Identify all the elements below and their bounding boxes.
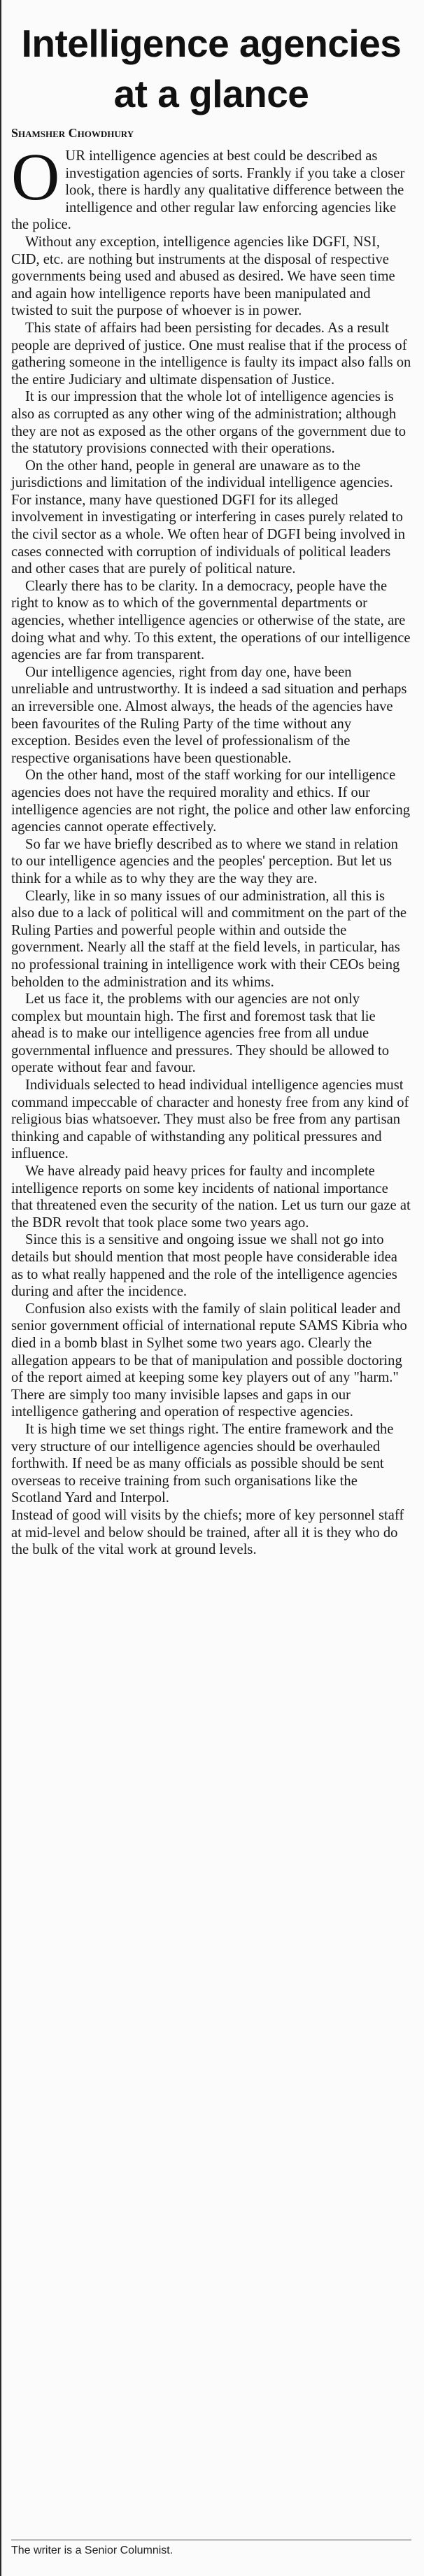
byline: Shamsher Chowdhury [11,126,134,140]
paragraph-6: Clearly there has to be clarity. In a democracy, people have the right to know as to which of the governmental departments or agencies, whether intelligence agencies or otherwise of the state, are doing what and why. To this extent, the operations of our intelligence agencies are far from transparent. [11,578,411,663]
paragraph-10: Clearly, like in so many issues of our administration, all this is also due to a lack of political will and commitment on the part of the Ruling Parties and powerful people within and outside the government. Nearly all the staff at the field levels, in particular, has no professional training in intelligence work with their CEOs being beholden to the administration and its whims. [11,888,407,990]
paragraph-9: So far we have briefly described as to where we stand in relation to our intelligence agencies and the peoples' perception. But let us think for a while as to why they are the way they are. [11,836,398,886]
paragraph-17: Instead of good will visits by the chiefs; more of key personnel staff at mid-level and below should be trained, after all it is they who do the bulk of the vital work at ground levels. [11,1507,404,1558]
paragraph-14: Since this is a sensitive and ongoing issue we shall not go into details but should mention that most people have considerable idea as to what really happened and the role of the intelligence agencies during and after the incidence. [11,1232,397,1300]
drop-cap: O [11,139,60,214]
paragraph-2: Without any exception, intelligence agencies like DGFI, NSI, CID, etc. are nothing but instruments at the disposal of respective governments being used and abused as desired. We have seen time and again how intelligence reports have been manipulated and twisted to suit the purpose of whoever is in power. [11,234,395,319]
paragraph-3: This state of affairs had been persisting for decades. As a result people are deprived of justice. One must realise that if the process of gathering someone in the intelligence is faulty its impact also falls on the entire Judiciary and ultimate dispensation of Justice. [11,320,411,388]
paragraph-5: On the other hand, people in general are unaware as to the jurisdictions and limitation of the individual intelligence agencies. For instance, many have questioned DGFI for its alleged involvement in investigating or interfering in cases purely related to the civil sector as a whole. We often hear of DGFI being involved in cases connected with corruption of individuals of political leaders and other cases that are purely of political nature. [11,458,405,577]
paragraph-7: Our intelligence agencies, right from day one, have been unreliable and untrustworthy. It is indeed a sad situation and perhaps an irreversible one. Almost always, the heads of the agencies have been favourites of the Ruling Party of the time without any exception. Besides even the level of professionalism of the respective organisations have been questionable. [11,664,407,766]
headline: Intelligence agencies at a glance [21,22,402,115]
paragraph-1 [11,139,411,234]
paragraph-11: Let us face it, the problems with our agencies are not only complex but mountain high. The first and foremost task that lie ahead is to make our intelligence agencies free from all undue governmental influence and pressures. They should be allowed to operate without fear and favour. [11,991,390,1076]
paragraph-15: Confusion also exists with the family of slain political leader and senior government official of international repute SAMS Kibria who died in a bomb blast in Sylhet some two years ago. Clearly the allegation appears to be that of manipulation and possible doctoring of the report aimed at keeping some key players out of any "harm." There are simply too many invisible lapses and gaps in our intelligence gathering and operation of respective agencies. [11,1301,407,1420]
paragraph-12: Individuals selected to head individual intelligence agencies must command impeccable of character and honesty free from any kind of religious bias whatsoever. They must also be free from any partisan thinking and capable of withstanding any political pressures and influence. [11,1077,409,1162]
paragraph-16: It is high time we set things right. The entire framework and the very structure of our intelligence agencies should be overhauled forthwith. If need be as many officials as possible should be sent overseas to receive training from such organisations like the Scotland Yard and Interpol. [11,1421,394,1506]
paragraph-1-text: UR intelligence agencies at best could be described as investigation agencies of sorts. Frankly if you take a closer look, there is hardly any qualitative difference between the intelligence and other regular law enforcing agencies like the police. [11,148,405,233]
paragraph-4: It is our impression that the whole lot of intelligence agencies is also as corrupted as any other wing of the administration; although they are not as exposed as the other organs of the government due to the statutory provisions connected with their operations. [11,389,407,457]
article-body [11,139,411,1559]
paragraph-8: On the other hand, most of the staff working for our intelligence agencies does not have the required morality and ethics. If our intelligence agencies are not right, the police and other law enforcing agencies cannot operate effectively. [11,767,411,835]
author-note: The writer is a Senior Columnist. [11,2540,411,2557]
paragraph-13: We have already paid heavy prices for faulty and incomplete intelligence reports on some key incidents of national importance that threatened even the security of the nation. Let us turn our gaze at the BDR revolt that took place some two years ago. [11,1163,411,1231]
